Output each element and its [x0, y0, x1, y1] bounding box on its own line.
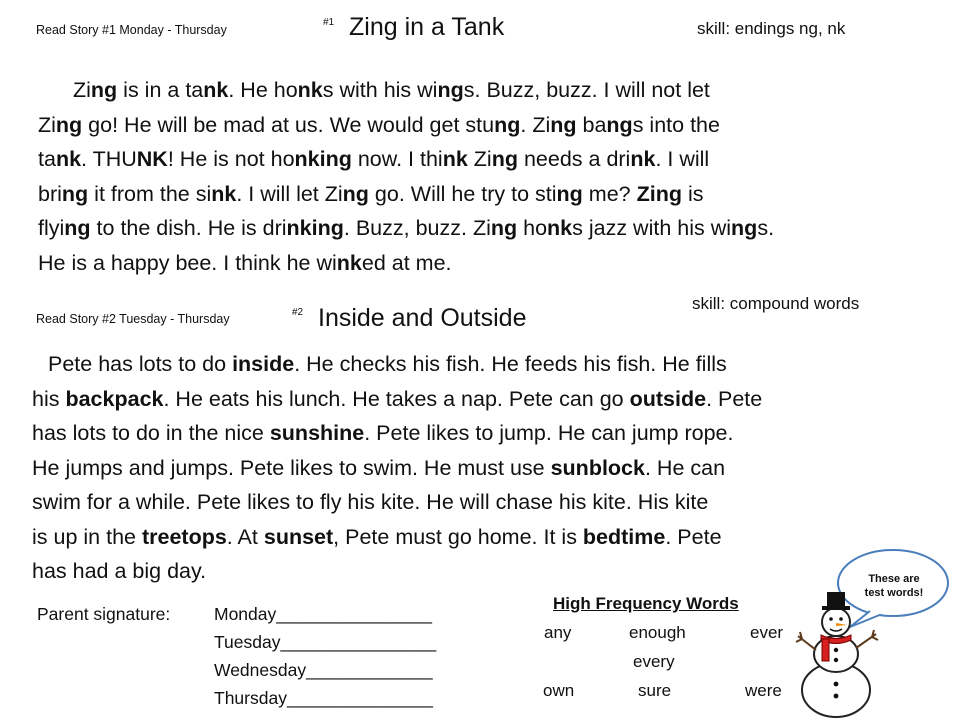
story-text: has lots to do in the nice — [32, 421, 270, 445]
hf-word: were — [745, 681, 782, 700]
story-text: s with his wi — [322, 78, 438, 102]
signature-line-monday[interactable]: Monday________________ — [214, 604, 432, 624]
story-line — [38, 142, 774, 177]
highlighted-text: ng — [55, 112, 83, 137]
story-text: has had a big day. — [32, 559, 207, 583]
story-text: bri — [38, 181, 62, 206]
highlighted-text: ng — [494, 112, 521, 137]
highlighted-text: treetops — [141, 524, 227, 549]
story-text: me? — [582, 181, 637, 206]
story2-title: Inside and Outside — [318, 304, 527, 332]
story-text: . I will — [655, 147, 710, 171]
hf-word: own — [543, 681, 575, 700]
story-text: . I will let Zi — [236, 181, 343, 206]
story-line — [38, 108, 774, 143]
story-text: is — [681, 181, 704, 206]
story-text: . At — [226, 524, 264, 549]
highlighted-text: ng — [437, 78, 464, 102]
highlighted-text: NK — [136, 147, 168, 171]
highlighted-text: nk — [547, 216, 573, 240]
highlighted-text: ng — [731, 216, 758, 240]
story-line — [32, 382, 762, 417]
story-text: Pete has lots to do — [48, 352, 233, 376]
story-text: . Pete — [665, 524, 722, 549]
story2-label: Read Story #2 Tuesday - Thursday — [36, 312, 230, 326]
story2-text — [32, 347, 762, 589]
story-line — [32, 416, 762, 451]
highlighted-text: nk — [336, 250, 362, 275]
highlighted-text: nk — [442, 147, 468, 171]
snowman-icon — [792, 592, 882, 718]
story-text: , Pete must go home. It is — [333, 524, 583, 549]
highlighted-text: sunshine — [269, 421, 365, 445]
story-text: s into the — [632, 112, 720, 137]
story-line — [38, 246, 774, 281]
highlighted-text: inside — [232, 352, 295, 376]
story-line — [32, 520, 762, 555]
highlighted-text: nk — [211, 181, 237, 206]
story-text: He jumps and jumps. Pete likes to swim. He must use — [32, 455, 551, 480]
story-line — [32, 554, 762, 589]
story-text: it from the si — [88, 181, 212, 206]
story-line — [38, 177, 774, 212]
story-text: needs a dri — [517, 147, 631, 171]
story-line — [32, 347, 762, 382]
story-text: . He can — [644, 455, 726, 480]
story-line — [32, 485, 762, 520]
hf-word: any — [544, 623, 572, 642]
highlighted-text: bedtime — [582, 524, 666, 549]
story-text: Zi — [73, 78, 91, 102]
story-text: swim for a while. Pete likes to fly his kite. He will chase his kite. His kite — [32, 490, 709, 514]
story-text: to the dish. He is dri — [90, 216, 287, 240]
story-text: ed at me. — [361, 250, 452, 275]
highlighted-text: ng — [490, 216, 518, 240]
highlighted-text: nking — [294, 147, 352, 171]
story-text: . He ho — [228, 78, 298, 102]
story-text: ba — [576, 112, 607, 137]
story-text: ! He is not ho — [167, 147, 295, 171]
highlighted-text: ng — [64, 216, 91, 240]
highlighted-text: Zing — [636, 181, 682, 206]
story-text: go. Will he try to sti — [368, 181, 557, 206]
story-text: ta — [38, 147, 56, 171]
highlighted-text: ng — [606, 112, 633, 137]
highlighted-text: sunset — [263, 524, 334, 549]
story-text: Zi — [38, 112, 56, 137]
signature-label: Parent signature: — [37, 604, 171, 624]
highlighted-text: outside — [629, 386, 707, 411]
story-line — [38, 211, 774, 246]
story1-text — [38, 73, 774, 280]
highlighted-text: nk — [297, 78, 323, 102]
highlighted-text: ng — [61, 181, 89, 206]
highlighted-text: sunblock — [550, 455, 645, 480]
story1-label: Read Story #1 Monday - Thursday — [36, 23, 227, 37]
story-text: s. Buzz, buzz. I will not let — [463, 78, 710, 102]
story-text: . THU — [81, 147, 137, 171]
highlighted-text: ng — [550, 112, 577, 137]
story-text: . Zi — [520, 112, 551, 137]
highlighted-text: ng — [491, 147, 518, 171]
story-text: now. I thi — [351, 147, 443, 171]
signature-line-wednesday[interactable]: Wednesday_____________ — [214, 660, 433, 680]
story-text: is in a ta — [117, 78, 204, 102]
signature-line-tuesday[interactable]: Tuesday________________ — [214, 632, 437, 652]
story2-number: #2 — [292, 307, 304, 318]
hf-word: enough — [629, 623, 686, 642]
story-text: s jazz with his wi — [572, 216, 732, 240]
story-text: . Pete — [706, 386, 763, 411]
hf-word: every — [633, 652, 675, 671]
story1-number: #1 — [323, 17, 335, 28]
story-text: s. — [757, 216, 775, 240]
signature-line-thursday[interactable]: Thursday_______________ — [214, 688, 433, 708]
story-text: his — [32, 386, 66, 411]
story2-skill: skill: compound words — [692, 294, 860, 313]
story-text: He is a happy bee. I think he wi — [38, 250, 337, 275]
story-text: . He checks his fish. He feeds his fish. He fills — [294, 352, 727, 376]
bubble-line: test words! — [864, 587, 924, 599]
highlighted-text: ng — [90, 78, 118, 102]
hf-word: sure — [638, 681, 672, 700]
story-text: go! He will be mad at us. We would get stu — [82, 112, 495, 137]
highlighted-text: nk — [630, 147, 656, 171]
highlighted-text: ng — [342, 181, 369, 206]
story-line — [38, 73, 774, 108]
highlighted-text: nking — [286, 216, 344, 240]
highlighted-text: ng — [556, 181, 583, 206]
story-text: is up in the — [32, 524, 142, 549]
story-text: . Buzz, buzz. Zi — [343, 216, 491, 240]
story-line — [32, 451, 762, 486]
hf-word: ever — [750, 623, 784, 642]
story-text: ho — [517, 216, 548, 240]
story1-skill: skill: endings ng, nk — [697, 19, 846, 38]
highlighted-text: nk — [55, 147, 82, 171]
bubble-line: These are — [868, 573, 920, 585]
story1-title: Zing in a Tank — [349, 13, 505, 41]
story-text: . He eats his lunch. He takes a nap. Pete can go — [163, 386, 630, 411]
story-text: flyi — [38, 216, 65, 240]
highlighted-text: backpack — [65, 386, 164, 411]
story-text: Zi — [467, 147, 492, 171]
highlighted-text: nk — [203, 78, 229, 102]
hf-words-title: High Frequency Words — [553, 594, 739, 613]
story-text: . Pete likes to jump. He can jump rope. — [364, 421, 734, 445]
